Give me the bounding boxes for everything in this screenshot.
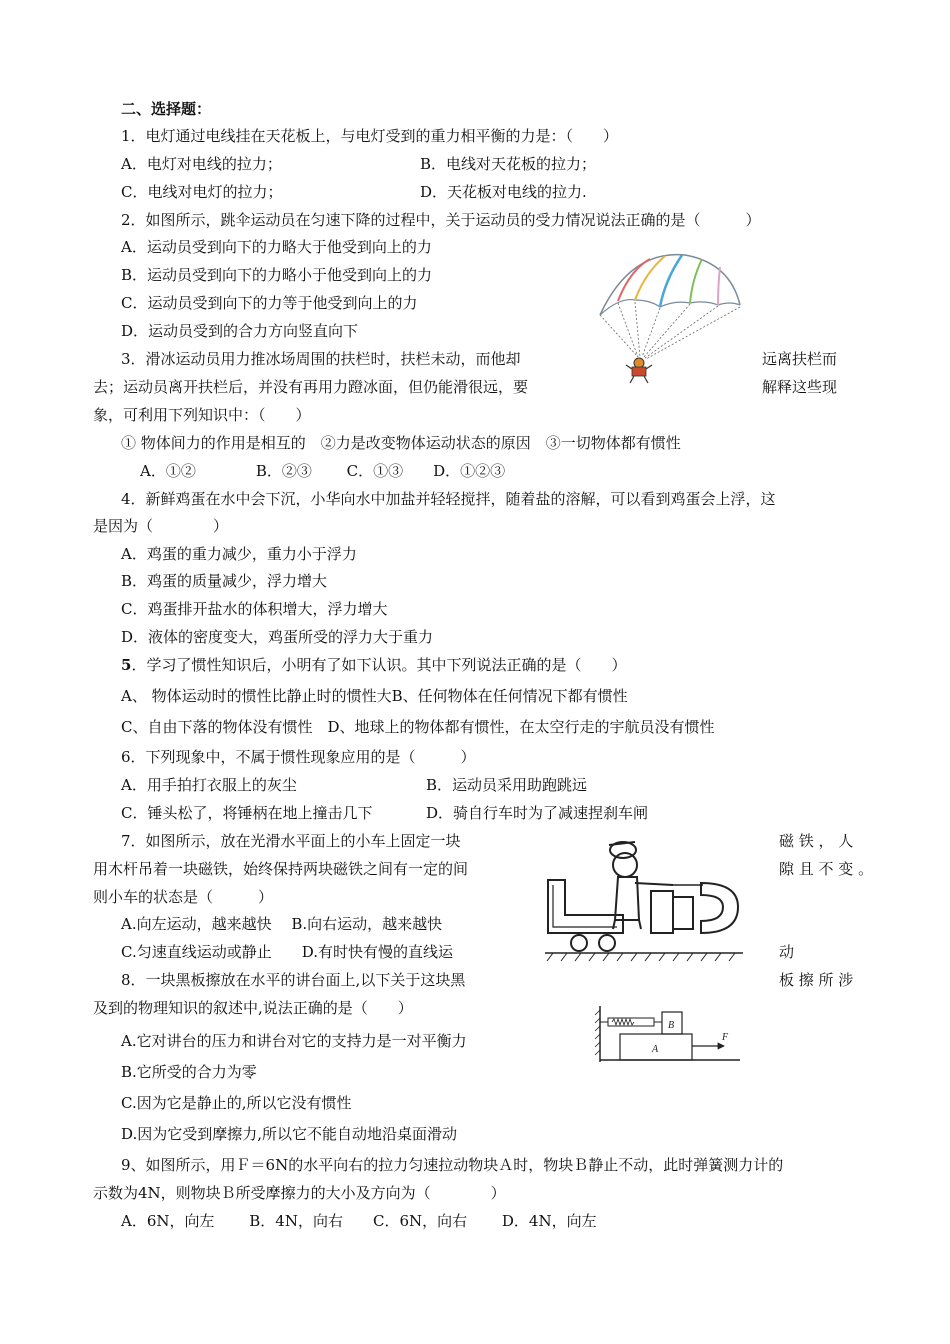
q4-line1: 4．新鲜鸡蛋在水中会下沉，小华向水中加盐并轻轻搅拌，随着盐的溶解，可以看到鸡蛋会上浮，这 [121, 490, 776, 508]
q1-option-a: A．电灯对电线的拉力； [121, 155, 282, 173]
q2-option-a: A．运动员受到向下的力略大于他受到向上的力 [121, 238, 432, 256]
q3-line1: 3．滑冰运动员用力推冰场周围的扶栏时，扶栏未动，而他却 [121, 350, 521, 368]
q2-option-c: C．运动员受到向下的力等于他受到向上的力 [121, 294, 418, 312]
q2-stem: 2．如图所示，跳伞运动员在匀速下降的过程中，关于运动员的受力情况说法正确的是（ ） [121, 211, 761, 229]
q6-option-a: A．用手拍打衣服上的灰尘 [121, 776, 297, 794]
q8-option-a: A.它对讲台的压力和讲台对它的支持力是一对平衡力 [121, 1032, 467, 1050]
q8-option-b: B.它所受的合力为零 [121, 1063, 257, 1081]
q8-option-d: D.因为它受到摩擦力,所以它不能自动地沿桌面滑动 [121, 1125, 458, 1143]
block-a-label: A [652, 1044, 659, 1055]
q4-option-b: B．鸡蛋的质量减少，浮力增大 [121, 572, 328, 590]
q3-line2-right: 解释这些现 [762, 378, 838, 396]
q9-line1: 9、如图所示，用Ｆ＝6N的水平向右的拉力匀速拉动物块Ａ时，物块Ｂ静止不动，此时弹簧测力计的 [121, 1156, 784, 1174]
q9-options: A．6N，向左 B．4N，向右 C．6N，向右 D．4N，向左 [121, 1212, 597, 1230]
q8-option-c: C.因为它是静止的,所以它没有惯性 [121, 1094, 352, 1112]
q1-option-d: D．天花板对电线的拉力. [420, 183, 587, 201]
q6-option-c: C．锤头松了，将锤柄在地上撞击几下 [121, 804, 373, 822]
q1-option-b: B．电线对天花板的拉力； [420, 155, 597, 173]
cart-magnet-figure [543, 825, 748, 970]
q2-option-d: D．运动员受到的合力方向竖直向下 [121, 322, 359, 340]
q3-line1-right: 远离扶栏而 [762, 350, 838, 368]
q1-stem: 1．电灯通过电线挂在天花板上，与电灯受到的重力相平衡的力是：（ ） [121, 127, 619, 145]
q4-option-d: D．液体的密度变大，鸡蛋所受的浮力大于重力 [121, 628, 434, 646]
q6-stem: 6．下列现象中，不属于惯性现象应用的是（ ） [121, 748, 476, 766]
q5-number: 5 [121, 656, 132, 674]
q4-option-a: A．鸡蛋的重力减少，重力小于浮力 [121, 545, 357, 563]
q3-knowledge: ① 物体间力的作用是相互的 ②力是改变物体运动状态的原因 ③一切物体都有惯性 [121, 434, 681, 452]
q7-line2-right: 隙 且 不 变 。 [779, 860, 874, 878]
q9-line2: 示数为4N，则物块Ｂ所受摩擦力的大小及方向为（ ） [93, 1184, 506, 1202]
q8-line1-right: 板 擦 所 涉 [779, 971, 854, 989]
q8-line2: 及到的物理知识的叙述中,说法正确的是（ ） [93, 999, 413, 1017]
block-b-label: B [668, 1020, 675, 1031]
q7-options-ab: A.向左运动，越来越快 B.向右运动，越来越快 [121, 915, 443, 933]
q5-stem [121, 655, 626, 675]
q1-option-c: C．电线对电灯的拉力； [121, 183, 283, 201]
q5-options-ab: A、 物体运动时的惯性比静止时的惯性大B、任何物体在任何情况下都有惯性 [121, 687, 628, 705]
q5-options-cd: C、自由下落的物体没有惯性 D、地球上的物体都有惯性，在太空行走的宇航员没有惯性 [121, 718, 715, 736]
q7-line3: 则小车的状态是（ ） [93, 888, 274, 906]
q6-option-b: B．运动员采用助跑跳远 [426, 776, 588, 794]
q6-option-d: D．骑自行车时为了减速捏刹车闸 [426, 804, 649, 822]
q5-stem-text: ．学习了惯性知识后，小明有了如下认识。其中下列说法正确的是（ ） [131, 656, 627, 674]
q7-options-cd: C.匀速直线运动或静止 D.有时快有慢的直线运 [121, 943, 453, 961]
q2-option-b: B．运动员受到向下的力略小于他受到向上的力 [121, 266, 433, 284]
force-label: F [722, 1032, 729, 1043]
q3-line3: 象，可利用下列知识中：（ ） [93, 406, 311, 424]
section-title: 二、选择题： [121, 100, 212, 118]
q4-line2: 是因为（ ） [93, 517, 229, 535]
blocks-spring-figure [594, 1002, 744, 1066]
q3-options: A．①② B．②③ C．①③ D．①②③ [140, 462, 506, 480]
parachute-figure [590, 245, 750, 390]
q3-line2: 去；运动员离开扶栏后，并没有再用力蹬冰面，但仍能滑很远，要 [93, 378, 529, 396]
q8-line1: 8．一块黑板擦放在水平的讲台面上,以下关于这块黑 [121, 971, 466, 989]
q7-line1: 7．如图所示，放在光滑水平面上的小车上固定一块 [121, 832, 461, 850]
q7-options-cd-right: 动 [779, 943, 795, 961]
q7-line2: 用木杆吊着一块磁铁，始终保持两块磁铁之间有一定的间 [93, 860, 469, 878]
q4-option-c: C．鸡蛋排开盐水的体积增大，浮力增大 [121, 600, 388, 618]
q7-line1-right: 磁 铁 ， 人 [779, 832, 854, 850]
